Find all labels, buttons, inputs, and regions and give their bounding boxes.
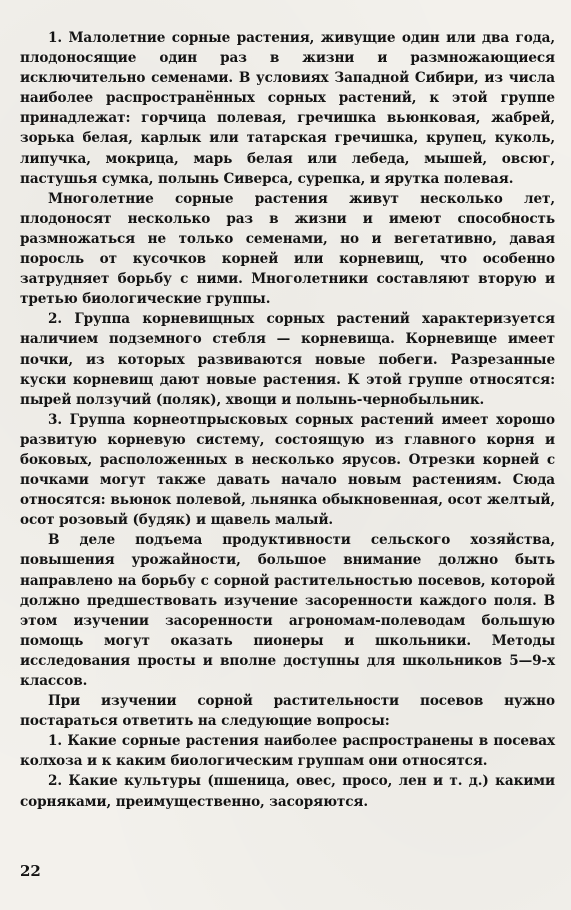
body-text (20, 28, 555, 812)
page-number: 22 (20, 862, 41, 880)
paragraph-perennial-weeds: Многолетние сорные растения живут несколько лет, плодоносят несколько раз в жизни и имеют способность размножаться не только семенами, но и вегетативно, давая поросль от кусочков корней или корневищ, что особенно затрудняет борьбу с ними. Многолетники составляют вторую и третью биологические группы. (20, 190, 555, 308)
paragraph-productivity: В деле подъема продуктивности сельского хозяйства, повышения урожайности, большое внимание должно быть направлено на борьбу с сорной растительностью посевов, которой должно предшествовать изучение засоренности каждого поля. В этом изучении засоренности агрономам-полеводам большую помощь могут оказать пионеры и школьники. Методы исследования просты и вполне доступны для школьников 5—9-х классов. (20, 532, 555, 689)
paragraph-annual-weeds: 1. Малолетние сорные растения, живущие один или два года, плодоносящие один раз в жизни и размножающиеся исключительно семенами. В условиях Западной Сибири, из числа наиболее распространённых сорных растений, к этой группе принадлежат: горчица полевая, гречишка вьюнковая, жабрей, зорька белая, карлык или татарская гречишка, крупец, куколь, липучка, мокрица, марь белая или лебеда, мышей, овсюг, пастушья сумка, полынь Сиверса, сурепка, и ярутка полевая. (20, 30, 555, 187)
paragraph-root-sucker-group: 3. Группа корнеотпрысковых сорных растений имеет хорошо развитую корневую систему, состоящую из главного корня и боковых, расположенных в несколько ярусов. Отрезки корней с почками могут также давать начало новым растениям. Сюда относятся: вьюнок полевой, льнянка обыкновенная, осот желтый, осот розовый (будяк) и щавель малый. (20, 411, 555, 529)
paragraph-rhizome-group: 2. Группа корневищных сорных растений характеризуется наличием подземного стебля — корневища. Корневище имеет почки, из которых развиваются новые побеги. Разрезанные куски корневищ дают новые растения. К этой группе относятся: пырей ползучий (поляк), хвощи и полынь-чернобыльник. (20, 311, 555, 408)
paragraph-question-2: 2. Какие культуры (пшеница, овес, просо, лен и т. д.) какими сорняками, преимущественно, засоряются. (20, 773, 555, 810)
paragraph-question-1: 1. Какие сорные растения наиболее распространены в посевах колхоза и к каким биологическим группам они относятся. (20, 733, 555, 770)
paragraph-questions-intro: При изучении сорной растительности посевов нужно постараться ответить на следующие вопросы: (20, 693, 555, 730)
